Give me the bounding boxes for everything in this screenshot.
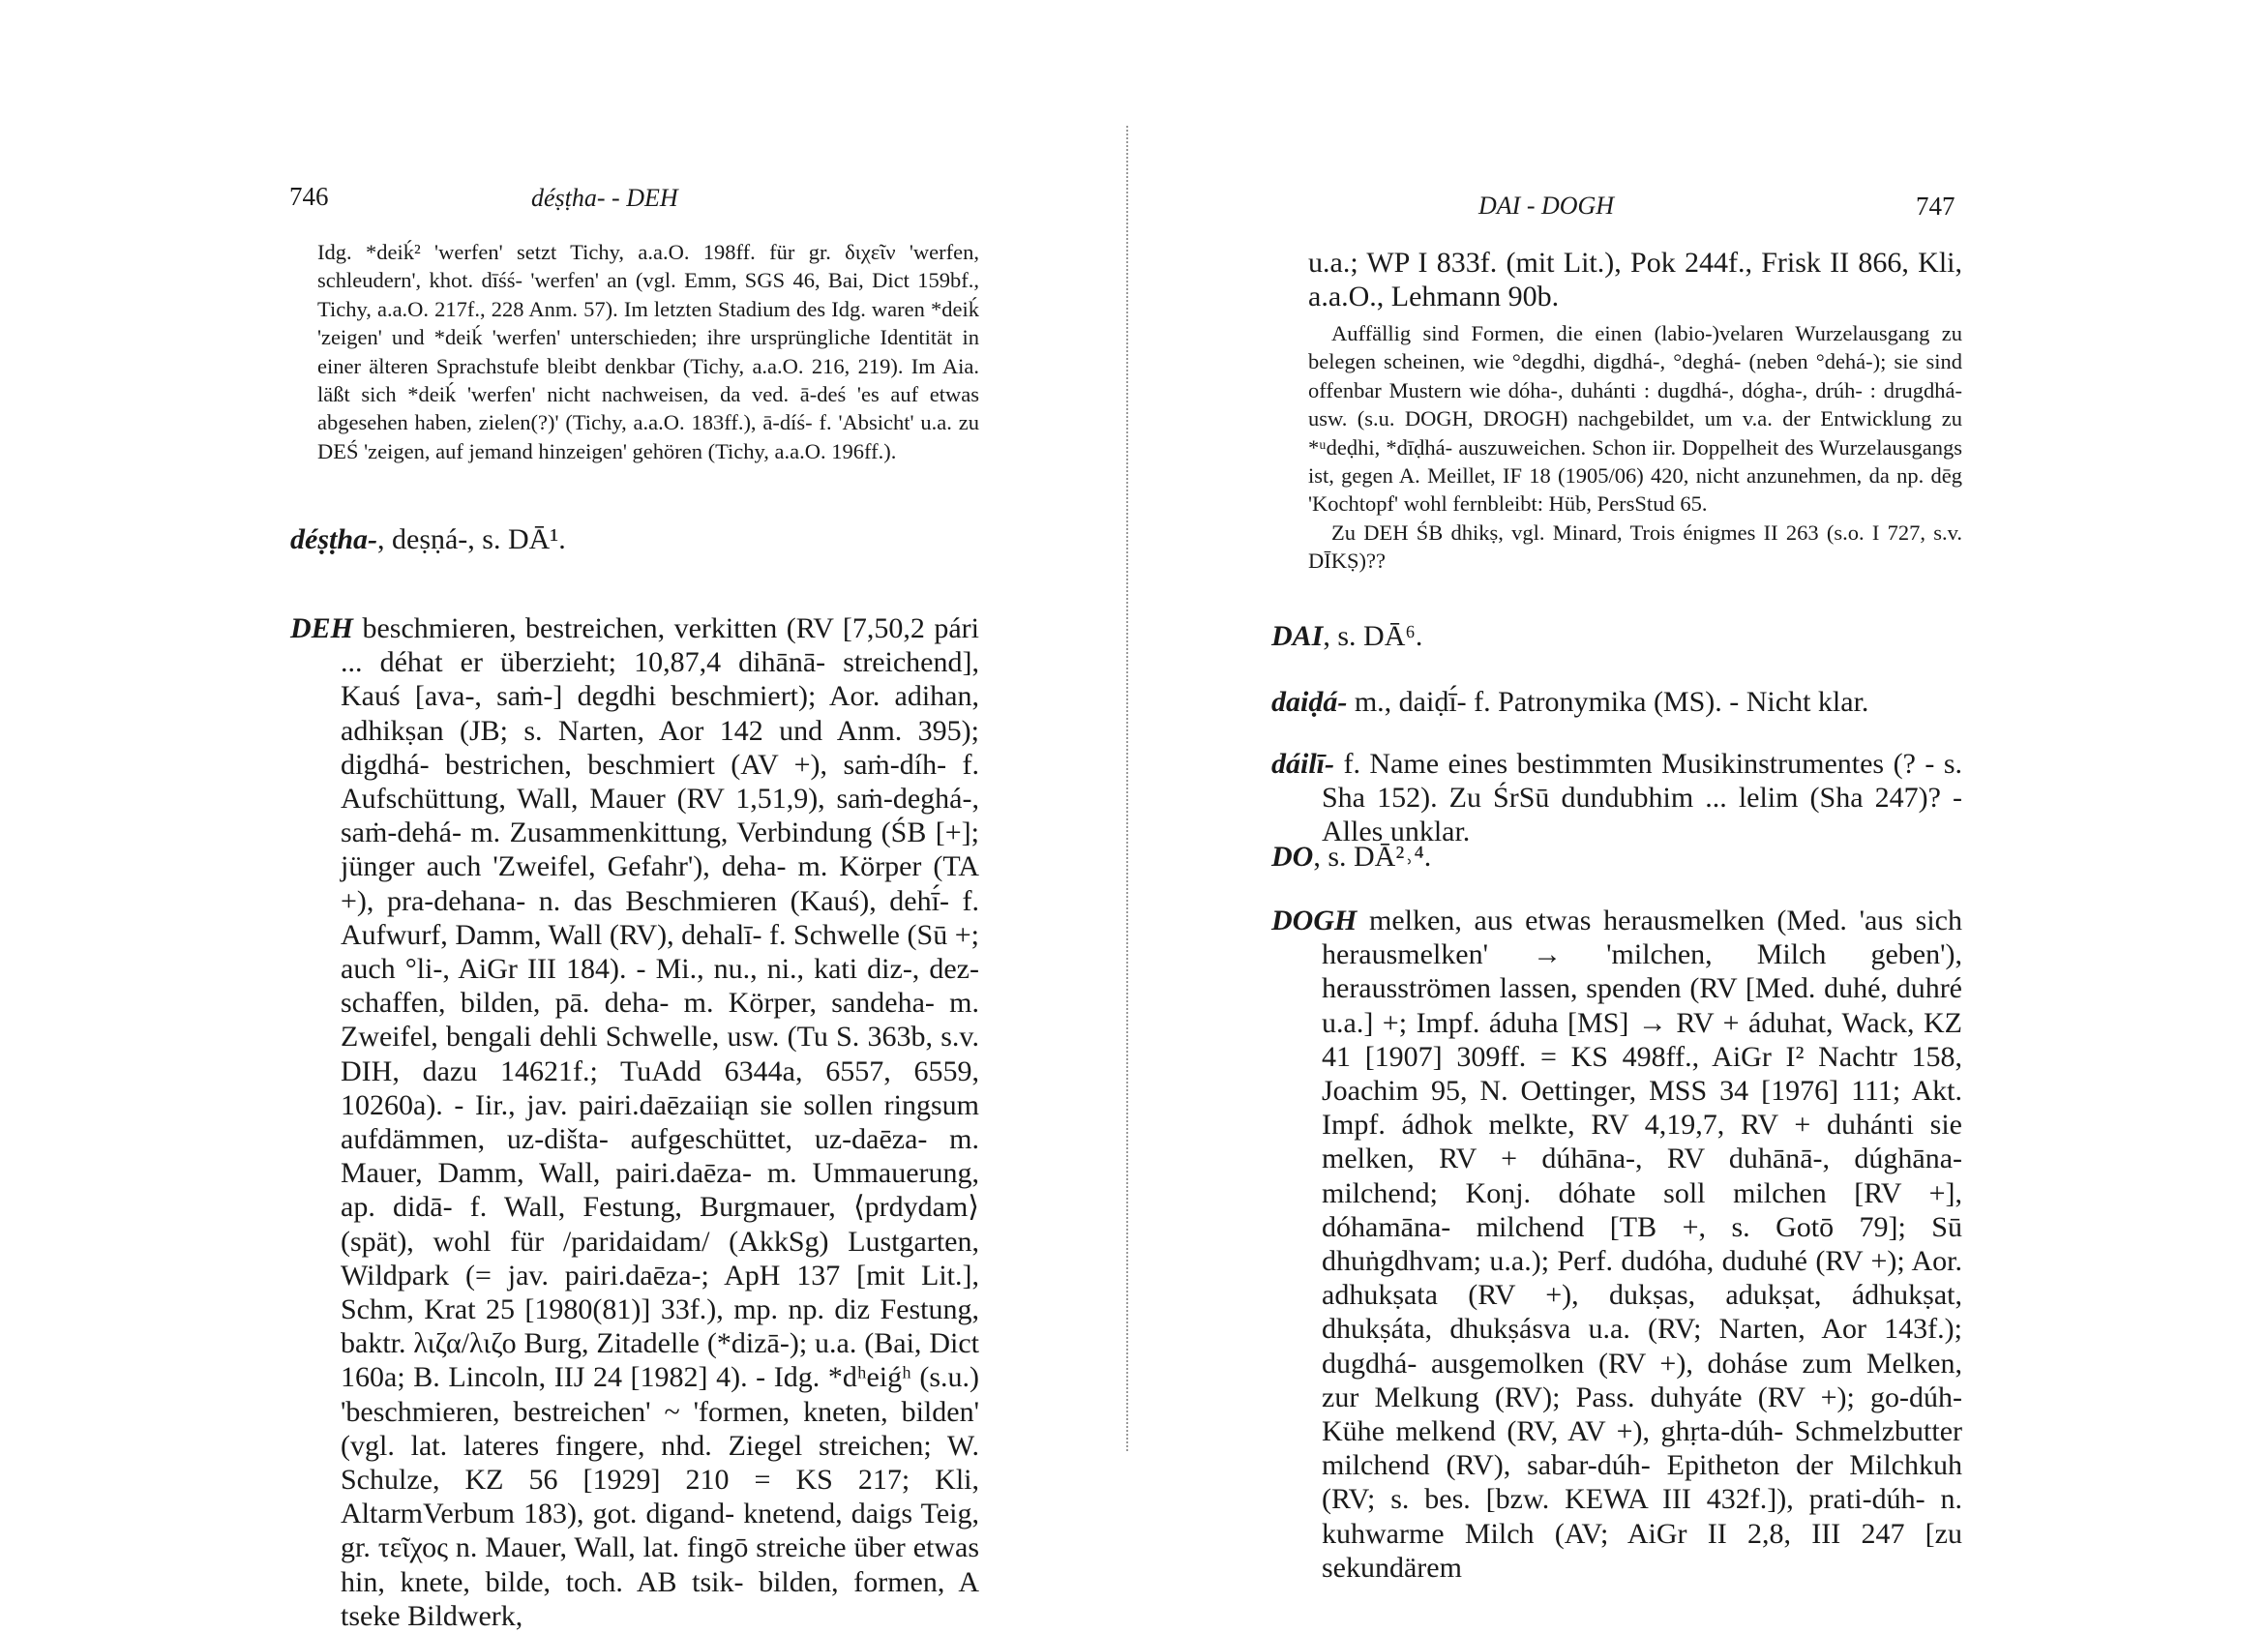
continuation-paragraph: Idg. *deiḱ² 'werfen' setzt Tichy, a.a.O. 198ff. für gr. διχεῖν 'werfen, schleudern', khot. dīśś- 'werfen' an (vgl. Emm, SGS 46, Bai, Dict 159bf., Tichy, a.a.O. 217f., 228 Anm. 57). Im letzten Stadium des Idg. waren *deiḱ 'zeigen' und *deiḱ 'werfen' unterschieden; ihre ursprüngliche Identität in einer älteren Sprachstufe bleibt denkbar (Tichy, a.a.O. 216, 219). Im Aia. läßt sich *deiḱ 'werfen' nicht nachweisen, da ved. ā-deś 'es auf etwas abgesehen haben, zielen(?)' (Tichy, a.a.O. 183ff.), ā-díś- f. 'Absicht' u.a. zu DEŚ 'zeigen, auf jemand hinzeigen' gehören (Tichy, a.a.O. 196ff.).	[317, 240, 979, 463]
lemma: daiḍá-	[1271, 686, 1348, 718]
lemma: DEH	[290, 612, 354, 644]
right-page	[1134, 0, 2268, 1602]
entry-text: , s. DĀ²˒⁴.	[1313, 841, 1432, 873]
page-gutter	[1126, 126, 1128, 1451]
entry-daili	[1271, 747, 1962, 849]
page-number: 747	[1916, 192, 1955, 221]
entry-do	[1271, 840, 1962, 874]
note-paragraph: Auffällig sind Formen, die einen (labio-)velaren Wurzelausgang zu belegen scheinen, wie °degdhi, digdhá-, °deghá- (neben °dehá-); sie sind offenbar Mustern wie dóha-, duhánti : dugdhá-, dógha-, drúh- : drugdhá- usw. (s.u. DOGH, DROGH) nachgebildet, um v.a. der Entwicklung zu *ᵘdeḍhi, *dīḍhá- auszuweichen. Schon iir. Doppelheit des Wurzelausgangs ist, gegen A. Meillet, IF 18 (1905/06) 420, nicht anzunehmen, da np. dēg 'Kochtopf' wohl fernbleibt: Hüb, PersStud 65.	[1308, 321, 1962, 517]
entry-text: melken, aus etwas herausmelken (Med. 'aus sich herausmelken' → 'milchen, Milch geben'), herausströmen lassen, spenden (RV [Med. duhé, duhré u.a.] +; Impf. áduha [MS] → RV + áduhat, Wack, KZ 41 [1907] 309ff. = KS 498ff., AiGr I² Nachtr 158, Joachim 95, N. Oettinger, MSS 34 [1976] 111; Akt. Impf. ádhok melkte, RV 4,19,7, RV + duhánti sie melken, RV + dúhāna-, RV duhānā-, dúghāna- milchend; Konj. dóhate soll milchen [RV +], dóhamāna- milchend [TB +, s. Gotō 79]; Sū dhuṅgdhvam; u.a.); Perf. dudóha, duduhé (RV +); Aor. adhukṣata (RV +), dukṣas, adukṣat, ádhukṣat, dhukṣáta, dhukṣásva u.a. (RV; Narten, Aor 143f.); dugdhá- ausgemolken (RV +), doháse zum Melken, zur Melkung (RV); Pass. duhyáte (RV +); go-dúh- Kühe melkend (RV, AV +), ghṛta-dúh- Schmelzbutter milchend (RV), sabar-dúh- Epitheton der Milchkuh (RV; s. bes. [bzw. KEWA III 432f.]), prati-dúh- n. kuhwarme Milch (AV; AiGr II 2,8, III 247 [zu sekundärem	[1322, 905, 1962, 1584]
entry-daida	[1271, 685, 1962, 719]
running-head: déṣṭha- - DEH	[531, 184, 678, 212]
lemma: DAI	[1271, 620, 1324, 652]
continuation-text	[317, 238, 979, 465]
entry-destha	[290, 522, 979, 556]
entry-text: f. Name eines bestimmten Musikinstrumentes (? - s. Sha 152). Zu ŚrSū dundubhim ... lelim (Sha 247)? - Alles unklar.	[1322, 748, 1962, 848]
entry-text: m., daiḍī́- f. Patronymika (MS). - Nicht klar.	[1347, 686, 1869, 718]
entry-text: , s. DĀ⁶.	[1323, 620, 1423, 652]
entry-dogh	[1271, 904, 1962, 1585]
continuation-paragraph: u.a.; WP I 833f. (mit Lit.), Pok 244f., Frisk II 866, Kli, a.a.O., Lehmann 90b.	[1308, 247, 1962, 313]
lemma: dáilī-	[1271, 748, 1334, 780]
entry-dai	[1271, 619, 1962, 653]
note-block	[1308, 319, 1962, 576]
running-head: DAI - DOGH	[1478, 192, 1615, 220]
lemma: DO	[1271, 841, 1314, 873]
entry-deh	[290, 611, 979, 1633]
continuation-text	[1308, 246, 1962, 313]
lemma: DOGH	[1271, 905, 1358, 936]
note-paragraph: Zu DEH ŚB dhikṣ, vgl. Minard, Trois énigmes II 263 (s.o. I 727, s.v. DĪKṢ)??	[1308, 520, 1962, 574]
page-number: 746	[289, 182, 329, 211]
entry-text: beschmieren, bestreichen, verkitten (RV [7,50,2 pári ... déhat er überzieht; 10,87,4 dihānā- streichend], Kauś [ava-, saṁ-] degdhi beschmiert); Aor. adihan, adhikṣan (JB; s. Narten, Aor 142 und Anm. 395); digdhá- bestrichen, beschmiert (AV +), saṁ-díh- f. Aufschüttung, Wall, Mauer (RV 1,51,9), saṁ-deghá-, saṁ-dehá- m. Zusammenkittung, Verbindung (ŚB [+]; jünger auch 'Zweifel, Gefahr'), deha- m. Körper (TA +), pra-dehana- n. das Beschmieren (Kauś), dehī́- f. Aufwurf, Damm, Wall (RV), dehalī- f. Schwelle (Sū +; auch °li-, AiGr III 184). - Mi., nu., ni., kati diz-, dez- schaffen, bilden, pā. deha- m. Körper, sandeha- m. Zweifel, bengali dehli Schwelle, usw. (Tu S. 363b, s.v. DIH, dazu 14621f.; TuAdd 6344a, 6557, 6559, 10260a). - Iir., jav. pairi.daēzaiiąn sie sollen ringsum aufdämmen, uz-dišta- aufgeschüttet, uz-daēza- m. Mauer, Damm, Wall, pairi.daēza- m. Ummauerung, ap. didā- f. Wall, Festung, Burgmauer, ⟨prdydam⟩ (spät), wohl für /paridaidam/ (AkkSg) Lustgarten, Wildpark (= jav. pairi.daēza-; ApH 137 [mit Lit.], Schm, Krat 25 [1980(81)] 33f.), mp. np. diz Festung, baktr. λιζα/λιζο Burg, Zitadelle (*dizā-); u.a. (Bai, Dict 160a; B. Lincoln, IIJ 24 [1982] 4). - Idg. *dʰeiǵʰ (s.u.) 'beschmieren, bestreichen' ~ 'formen, kneten, bilden' (vgl. lat. lateres fingere, nhd. Ziegel streichen; W. Schulze, KZ 56 [1929] 210 = KS 217; Kli, AltarmVerbum 183), got. digand- knetend, daigs Teig, gr. τεῖχος n. Mauer, Wall, lat. fingō streiche über etwas hin, knete, bilde, toch. AB tsik- bilden, formen, A tseke Bildwerk,	[341, 612, 979, 1632]
entry-text: , deṣṇá-, s. DĀ¹.	[377, 523, 566, 555]
left-page	[0, 0, 1132, 1632]
lemma: déṣṭha-	[290, 523, 377, 555]
